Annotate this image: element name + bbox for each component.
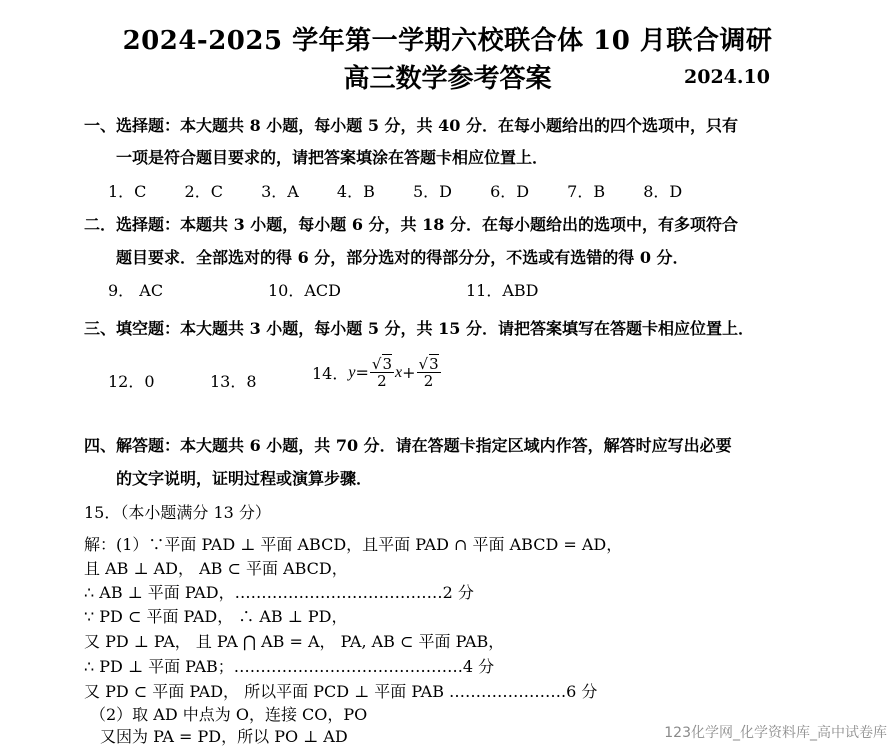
solution-line: 又 PD ⊂ 平面 PAD， 所以平面 PCD ⊥ 平面 PAB ………………….6 分: [84, 682, 598, 701]
answer-item: 6．D: [490, 182, 530, 201]
solution-line: 解：(1）∵平面 PAD ⊥ 平面 ABCD，且平面 PAD ∩ 平面 ABCD = AD，: [84, 535, 623, 554]
sqrt-radicand: 3: [382, 355, 392, 373]
sqrt-radicand: 3: [429, 355, 439, 373]
section2-heading: 二．选择题：本题共 3 小题，每小题 6 分，共 18 分．在每小题给出的选项中，有多项符合: [84, 215, 738, 234]
solution-line: ∴ AB ⊥ 平面 PAD，…………………………………2 分: [84, 583, 474, 602]
solution-line: ∴ PD ⊥ 平面 PAB；…………………………………….4 分: [84, 657, 495, 676]
solution-line: ∵ PD ⊂ 平面 PAD， ∴ AB ⊥ PD，: [84, 607, 348, 626]
section3-heading: 三、填空题：本大题共 3 小题，每小题 5 分，共 15 分．请把答案填写在答题卡相应位置上．: [84, 319, 754, 338]
section2-heading-cont: 题目要求．全部选对的得 6 分，部分选对的得部分分，不选或有选错的得 0 分．: [116, 248, 689, 267]
answer-item: 10．ACD: [268, 281, 341, 300]
section1-heading-cont: 一项是符合题目要求的，请把答案填涂在答题卡相应位置上．: [116, 148, 549, 167]
watermark: 123化学网_化学资料库_高中试卷库: [664, 725, 887, 741]
section1-answers: [108, 179, 682, 202]
exam-title: 2024-2025 学年第一学期六校联合体 10 月联合调研: [122, 26, 773, 56]
math-var-y: y: [348, 363, 356, 381]
fraction-denominator: 2: [423, 372, 434, 390]
solution-line: 且 AB ⊥ AD， AB ⊂ 平面 ABCD，: [84, 559, 348, 578]
math-var-x: x: [395, 363, 403, 381]
fraction: $\frac{√3}{2}$: [418, 355, 439, 390]
answer-item: 7．B: [567, 182, 606, 201]
section4-heading: 四、解答题：本大题共 6 小题，共 70 分．请在答题卡指定区域内作答，解答时应写出必要: [84, 436, 732, 455]
answer-item: 9． AC: [108, 281, 164, 300]
answer-item: 3．A: [261, 182, 299, 201]
solution-line: 又因为 PA = PD，所以 PO ⊥ AD: [100, 727, 348, 746]
question-15-title: 15．（本小题满分 13 分）: [84, 503, 271, 522]
solution-line: 又 PD ⊥ PA， 且 PA ⋂ AB = A， PA, AB ⊂ 平面 PAB，: [84, 632, 505, 651]
answer-item: 8．D: [643, 182, 683, 201]
answer-item: 4．B: [336, 182, 375, 201]
plus-sign: +: [402, 363, 416, 382]
section4-heading-cont: 的文字说明，证明过程或演算步骤．: [116, 469, 373, 488]
answer-key-title: 高三数学参考答案: [343, 64, 552, 94]
solution-line: （2）取 AD 中点为 O，连接 CO，PO: [90, 705, 368, 724]
fraction-denominator: 2: [377, 372, 387, 390]
answer-item: 11．ABD: [466, 281, 539, 300]
answer-label: 14．: [312, 364, 349, 383]
answer-item-14: [312, 356, 442, 389]
answer-item: 5．D: [412, 182, 452, 201]
answer-item: 13．8: [210, 372, 257, 391]
answer-item: 1．C: [108, 182, 147, 201]
fraction: $\frac{√3}{2}$: [371, 355, 392, 390]
exam-date: 2024.10: [684, 66, 770, 88]
equals-sign: =: [355, 363, 369, 382]
section1-heading: 一、选择题：本大题共 8 小题，每小题 5 分，共 40 分．在每小题给出的四个选项中，只有: [84, 116, 738, 135]
answer-item: 12．0: [108, 372, 155, 391]
answer-item: 2．C: [184, 182, 223, 201]
